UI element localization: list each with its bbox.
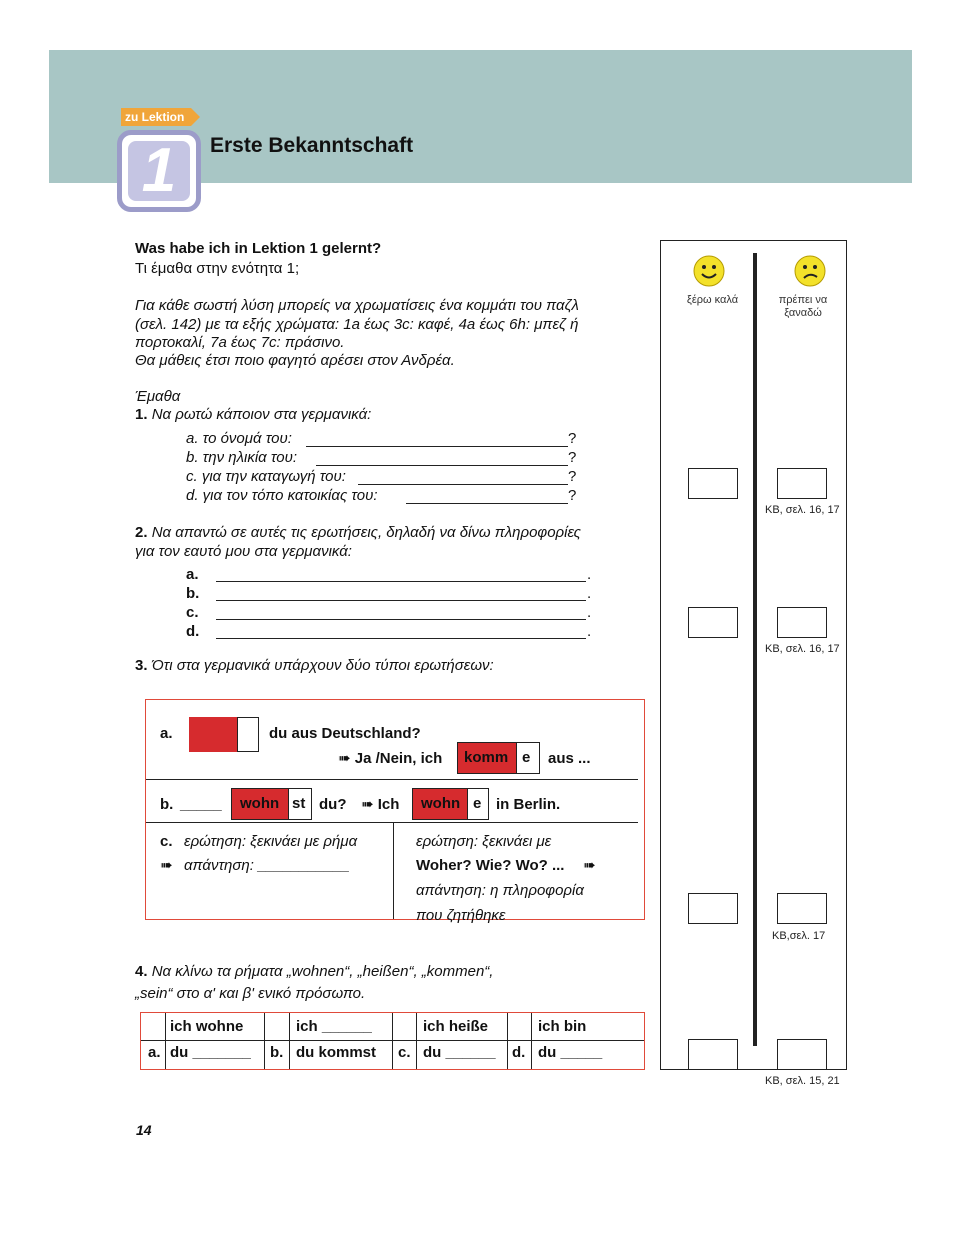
table-col-divider	[507, 1013, 508, 1069]
table-letter: a.	[148, 1044, 161, 1061]
ex-c-right-1: ερώτηση: ξεκινάει με	[416, 833, 552, 850]
table-cell: du kommst	[296, 1044, 377, 1061]
ex-b-arrow: ➠ Ich	[361, 796, 400, 813]
ex-a-arrow: ➠ Ja /Nein, ich	[338, 750, 443, 767]
check-box-again[interactable]	[777, 893, 827, 924]
kb-ref: KB, σελ. 15, 21	[765, 1075, 840, 1087]
q4	[135, 963, 493, 980]
lesson-number-badge	[117, 130, 201, 212]
ending-slot[interactable]	[237, 717, 259, 752]
ex-c-left-1: ερώτηση: ξεκινάει με ρήμα	[184, 833, 358, 850]
smiley-sad-icon	[794, 255, 826, 287]
table-col-divider	[289, 1013, 290, 1069]
answer-line[interactable]	[406, 502, 568, 504]
again-label-1: πρέπει να	[778, 294, 828, 306]
q1-item-c: c. για την καταγωγή του:	[186, 468, 346, 485]
verb-stem-wohn: wohn	[231, 788, 289, 820]
q1-end: ?	[568, 430, 577, 447]
q2-letter: c.	[186, 604, 199, 621]
ex-b-label: b.	[160, 796, 174, 813]
check-box-good[interactable]	[688, 468, 738, 499]
table-cell[interactable]: du _______	[170, 1044, 251, 1061]
q4-line-2: „sein“ στο α' και β' ενικό πρόσωπο.	[135, 985, 366, 1002]
table-col-divider	[416, 1013, 417, 1069]
answer-line[interactable]	[358, 483, 568, 485]
answer-line[interactable]	[216, 637, 586, 639]
q3-text: Ότι στα γερμανικά υπάρχουν δύο τύποι ερωτήσεων:	[151, 657, 494, 674]
answer-line[interactable]	[306, 445, 568, 447]
answer-line[interactable]	[216, 618, 586, 620]
instruction-line: πορτοκαλί, 7a έως 7c: πράσινο.	[135, 334, 345, 351]
q2-end: .	[587, 566, 592, 583]
q1-item-a: a. το όνομά του:	[186, 430, 292, 447]
learned-label: Έμαθα	[135, 388, 181, 405]
arrow-icon: ➠	[583, 857, 596, 874]
q4-line-1: Να κλίνω τα ρήματα „wohnen“, „heißen“, „kommen“,	[151, 963, 494, 980]
q2-end: .	[587, 623, 592, 640]
q2	[135, 524, 581, 541]
check-box-again[interactable]	[777, 468, 827, 499]
table-cell[interactable]: du _____	[538, 1044, 603, 1061]
q2-end: .	[587, 604, 592, 621]
table-col-divider	[392, 1013, 393, 1069]
q2-letter: a.	[186, 566, 199, 583]
table-col-divider	[531, 1013, 532, 1069]
divider-vertical	[393, 823, 394, 919]
smiley-happy-icon	[693, 255, 725, 287]
table-cell[interactable]: ich ______	[296, 1018, 372, 1035]
kb-ref: KB,σελ. 17	[772, 930, 826, 942]
ex-b-blank[interactable]: _____	[180, 796, 222, 813]
q1-end: ?	[568, 468, 577, 485]
good-label: ξέρω καλά	[686, 294, 739, 306]
ex-a-label: a.	[160, 725, 173, 742]
table-cell[interactable]: du ______	[423, 1044, 496, 1061]
table-cell: ich wohne	[170, 1018, 244, 1035]
instruction-line: Για κάθε σωστή λύση μπορείς να χρωματίσεις ένα κομμάτι του παζλ	[135, 297, 579, 314]
check-box-good[interactable]	[688, 1039, 738, 1070]
page-number: 14	[136, 1122, 152, 1138]
table-col-divider	[264, 1013, 265, 1069]
q1-text: Να ρωτώ κάποιον στα γερμανικά:	[151, 406, 372, 423]
table-letter: c.	[398, 1044, 411, 1061]
ex-b-berlin: in Berlin.	[496, 796, 561, 813]
heading-de: Was habe ich in Lektion 1 gelernt?	[135, 240, 382, 257]
divider	[146, 822, 638, 823]
kb-ref: KB, σελ. 16, 17	[765, 504, 840, 516]
ex-a-aus: aus ...	[548, 750, 591, 767]
table-cell: ich heiße	[423, 1018, 489, 1035]
verb-stem-wohn: wohn	[412, 788, 468, 820]
verb-ending-e: e	[516, 742, 540, 774]
q2-text-1: Να απαντώ σε αυτές τις ερωτήσεις, δηλαδή να δίνω πληροφορίες	[151, 524, 581, 541]
verb-stem-komm: komm	[457, 742, 517, 774]
instruction-line: (σελ. 142) με τα εξής χρώματα: 1a έως 3c: καφέ, 4a έως 6h: μπεζ ή	[135, 316, 579, 333]
table-col-divider	[165, 1013, 166, 1069]
check-box-again[interactable]	[777, 1039, 827, 1070]
answer-line[interactable]	[316, 464, 568, 466]
check-box-good[interactable]	[688, 607, 738, 638]
ex-c-right-4: που ζητήθηκε	[416, 907, 506, 924]
ex-c-label: c.	[160, 833, 173, 850]
selfcheck-divider	[753, 253, 757, 1046]
q4-num: 4.	[135, 963, 148, 980]
q1	[135, 406, 371, 423]
q1-end: ?	[568, 487, 577, 504]
heading-gr: Τι έμαθα στην ενότητα 1;	[135, 260, 300, 277]
ex-c-right-3: απάντηση: η πληροφορία	[416, 882, 584, 899]
ex-c-left-2: απάντηση: ___________	[184, 857, 350, 874]
table-letter: d.	[512, 1044, 526, 1061]
lesson-number: 1	[128, 141, 190, 201]
red-verb-slot	[189, 717, 237, 752]
q1-item-b: b. την ηλικία του:	[186, 449, 298, 466]
q2-text-2: για τον εαυτό μου στα γερμανικά:	[135, 543, 352, 560]
ex-c-right-2: Woher? Wie? Wo? ...	[416, 857, 565, 874]
arrow-icon: ➠	[160, 857, 173, 874]
q1-item-d: d. για τον τόπο κατοικίας του:	[186, 487, 378, 504]
answer-line[interactable]	[216, 580, 586, 582]
kb-ref: KB, σελ. 16, 17	[765, 643, 840, 655]
table-letter: b.	[270, 1044, 284, 1061]
instruction-line: Θα μάθεις έτσι ποιο φαγητό αρέσει στον Ανδρέα.	[135, 352, 455, 369]
q2-num: 2.	[135, 524, 148, 541]
check-box-again[interactable]	[777, 607, 827, 638]
ex-a-text: du aus Deutschland?	[269, 725, 421, 742]
ex-b-du: du?	[319, 796, 347, 813]
q2-letter: b.	[186, 585, 200, 602]
divider	[146, 779, 638, 780]
again-label-2: ξαναδώ	[784, 307, 822, 319]
check-box-good[interactable]	[688, 893, 738, 924]
q2-end: .	[587, 585, 592, 602]
q1-num: 1.	[135, 406, 148, 423]
verb-ending-st: st	[288, 788, 312, 820]
q1-end: ?	[568, 449, 577, 466]
table-cell: ich bin	[538, 1018, 587, 1035]
lesson-tag: zu Lektion	[121, 108, 191, 126]
verb-ending-e: e	[467, 788, 489, 820]
q3	[135, 657, 494, 674]
answer-line[interactable]	[216, 599, 586, 601]
page-title: Erste Bekanntschaft	[210, 134, 414, 157]
q2-letter: d.	[186, 623, 200, 640]
q3-num: 3.	[135, 657, 148, 674]
